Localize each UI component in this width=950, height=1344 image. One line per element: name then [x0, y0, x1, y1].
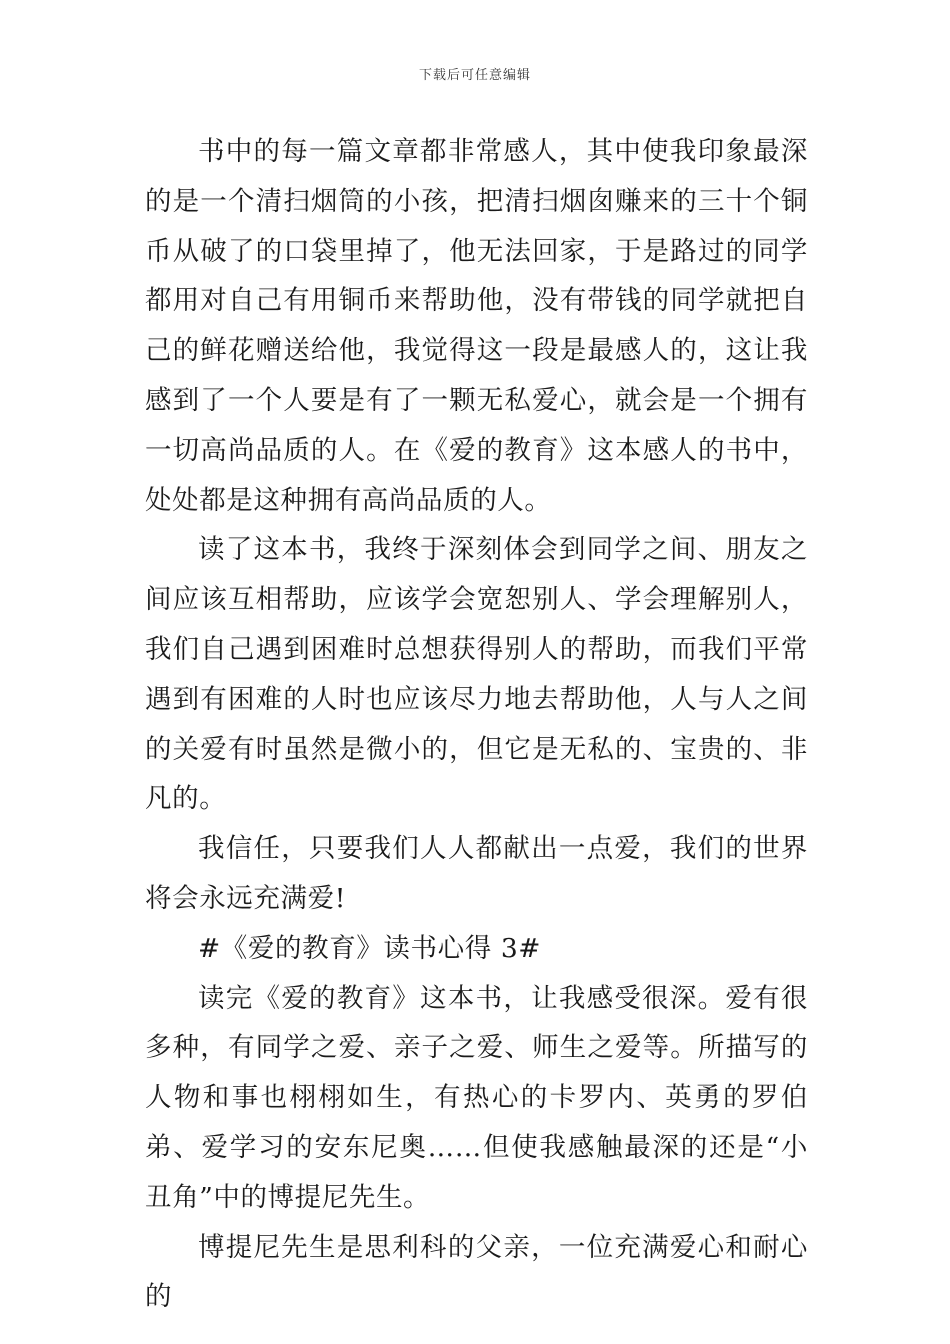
document-body [145, 127, 808, 1322]
paragraph-3: 我信任，只要我们人人都献出一点爱，我们的世界将会永远充满爱! [145, 833, 808, 914]
paragraph-2: 读了这本书，我终于深刻体会到同学之间、朋友之间应该互相帮助，应该学会宽恕别人、学会理解别人，我们自己遇到困难时总想获得别人的帮助，而我们平常遇到有困难的人时也应该尽力地去帮助他，人与人之间的关爱有时虽然是微小的，但它是无私的、宝贵的、非凡的。 [145, 534, 808, 815]
header-note: 下载后可任意编辑 [418, 68, 531, 83]
paragraph-1: 书中的每一篇文章都非常感人，其中使我印象最深的是一个清扫烟筒的小孩，把清扫烟囱赚来的三十个铜币从破了的口袋里掉了，他无法回家，于是路过的同学都用对自己有用铜币来帮助他，没有带钱的同学就把自己的鲜花赠送给他，我觉得这一段是最感人的，这让我感到了一个人要是有了一颗无私爱心，就会是一个拥有一切高尚品质的人。在《爱的教育》这本感人的书中，处处都是这种拥有高尚品质的人。 [145, 136, 808, 516]
paragraph-5: 博提尼先生是思利科的父亲，一位充满爱心和耐心的 [145, 1231, 808, 1313]
section-heading: #《爱的教育》读书心得 3# [198, 932, 542, 964]
paragraph-4: 读完《爱的教育》这本书，让我感受很深。爱有很多种，有同学之爱、亲子之爱、师生之爱等。所描写的人物和事也栩栩如生，有热心的卡罗内、英勇的罗伯弟、爱学习的安东尼奥……但使我感触最深的还是“小丑角”中的博提尼先生。 [145, 982, 808, 1213]
